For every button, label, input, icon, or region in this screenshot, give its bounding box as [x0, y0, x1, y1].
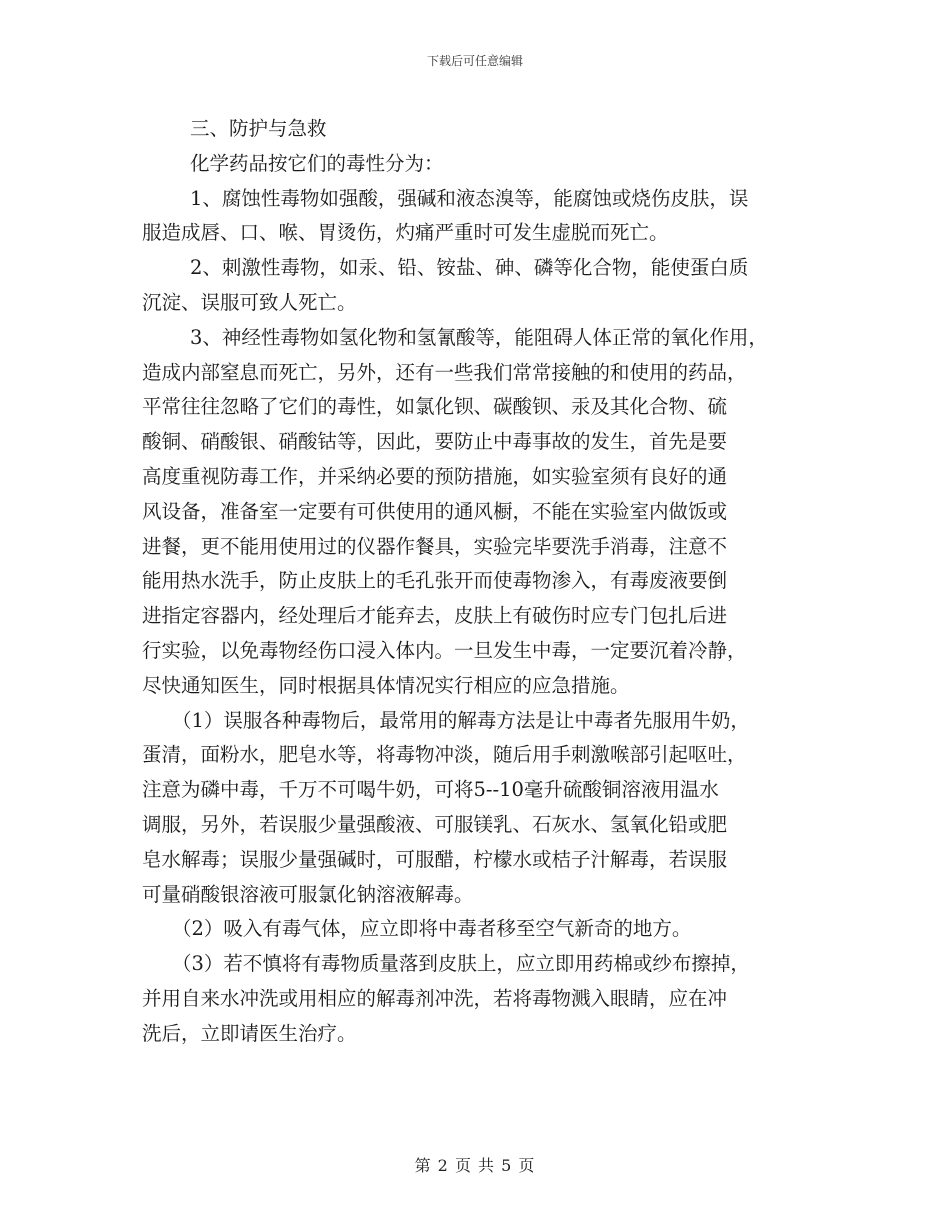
paragraph-line: 高度重视防毒工作，并采纳必要的预防措施，如实验室须有良好的通 [142, 464, 728, 488]
paragraph-line: 酸铜、硝酸银、硝酸钴等，因此，要防止中毒事故的发生，首先是要 [142, 430, 728, 454]
page-number: 第 2 页 共 5 页 [414, 1156, 536, 1175]
paragraph-line: 沉淀、误服可致人死亡。 [142, 290, 357, 314]
paragraph-line: 蛋清，面粉水，肥皂水等，将毒物冲淡，随后用手刺激喉部引起呕吐， [142, 743, 747, 767]
paragraph-line: 并用自来水冲洗或用相应的解毒剂冲洗，若将毒物溅入眼睛，应在冲 [142, 986, 728, 1010]
paragraph-line: （1）误服各种毒物后，最常用的解毒方法是让中毒者先服用牛奶， [172, 708, 750, 732]
paragraph-line: 服造成唇、口、喉、胃烫伤，灼痛严重时可发生虚脱而死亡。 [142, 221, 669, 245]
paragraph-line: 进餐，更不能用使用过的仪器作餐具，实验完毕要洗手消毒，注意不 [142, 534, 728, 558]
paragraph-line: （3）若不慎将有毒物质量落到皮肤上，应立即用药棉或纱布擦掉， [172, 952, 750, 976]
section-heading: 三、防护与急救 [190, 117, 327, 140]
paragraph-line: 注意为磷中毒，千万不可喝牛奶，可将5--10毫升硫酸铜溶液用温水 [142, 778, 719, 802]
paragraph-line: 尽快通知医生，同时根据具体情况实行相应的应急措施。 [142, 673, 630, 697]
paragraph-line: 1、腐蚀性毒物如强酸，强碱和液态溴等，能腐蚀或烧伤皮肤，误 [190, 186, 749, 210]
paragraph-line: （2）吸入有毒气体，应立即将中毒者移至空气新奇的地方。 [172, 917, 692, 941]
paragraph-line: 进指定容器内，经处理后才能弃去，皮肤上有破伤时应专门包扎后进 [142, 604, 728, 628]
paragraph-line: 可量硝酸银溶液可服氯化钠溶液解毒。 [142, 882, 474, 906]
paragraph-line: 3、神经性毒物如氢化物和氢氰酸等，能阻碍人体正常的氧化作用， [190, 325, 768, 349]
paragraph-line: 皂水解毒；误服少量强碱时，可服醋，柠檬水或桔子汁解毒，若误服 [142, 847, 728, 871]
paragraph-line: 能用热水洗手，防止皮肤上的毛孔张开而使毒物渗入，有毒废液要倒 [142, 569, 728, 593]
paragraph-line: 化学药品按它们的毒性分为： [190, 151, 444, 175]
paragraph-line: 风设备，准备室一定要有可供使用的通风橱，不能在实验室内做饭或 [142, 499, 728, 523]
paragraph-line: 造成内部窒息而死亡，另外，还有一些我们常常接触的和使用的药品， [142, 360, 747, 384]
paragraph-line: 平常往往忽略了它们的毒性，如氯化钡、碳酸钡、汞及其化合物、硫 [142, 395, 728, 419]
document-body [142, 112, 814, 1052]
paragraph-line: 2、刺激性毒物，如汞、铅、铵盐、砷、磷等化合物，能使蛋白质 [190, 256, 749, 280]
paragraph-line: 洗后，立即请医生治疗。 [142, 1021, 357, 1045]
paragraph-line: 调服，另外，若误服少量强酸液、可服镁乳、石灰水、氢氧化铅或肥 [142, 812, 728, 836]
page-header-note: 下载后可任意编辑 [426, 54, 523, 68]
paragraph-line: 行实验，以免毒物经伤口浸入体内。一旦发生中毒，一定要沉着冷静， [142, 638, 747, 662]
